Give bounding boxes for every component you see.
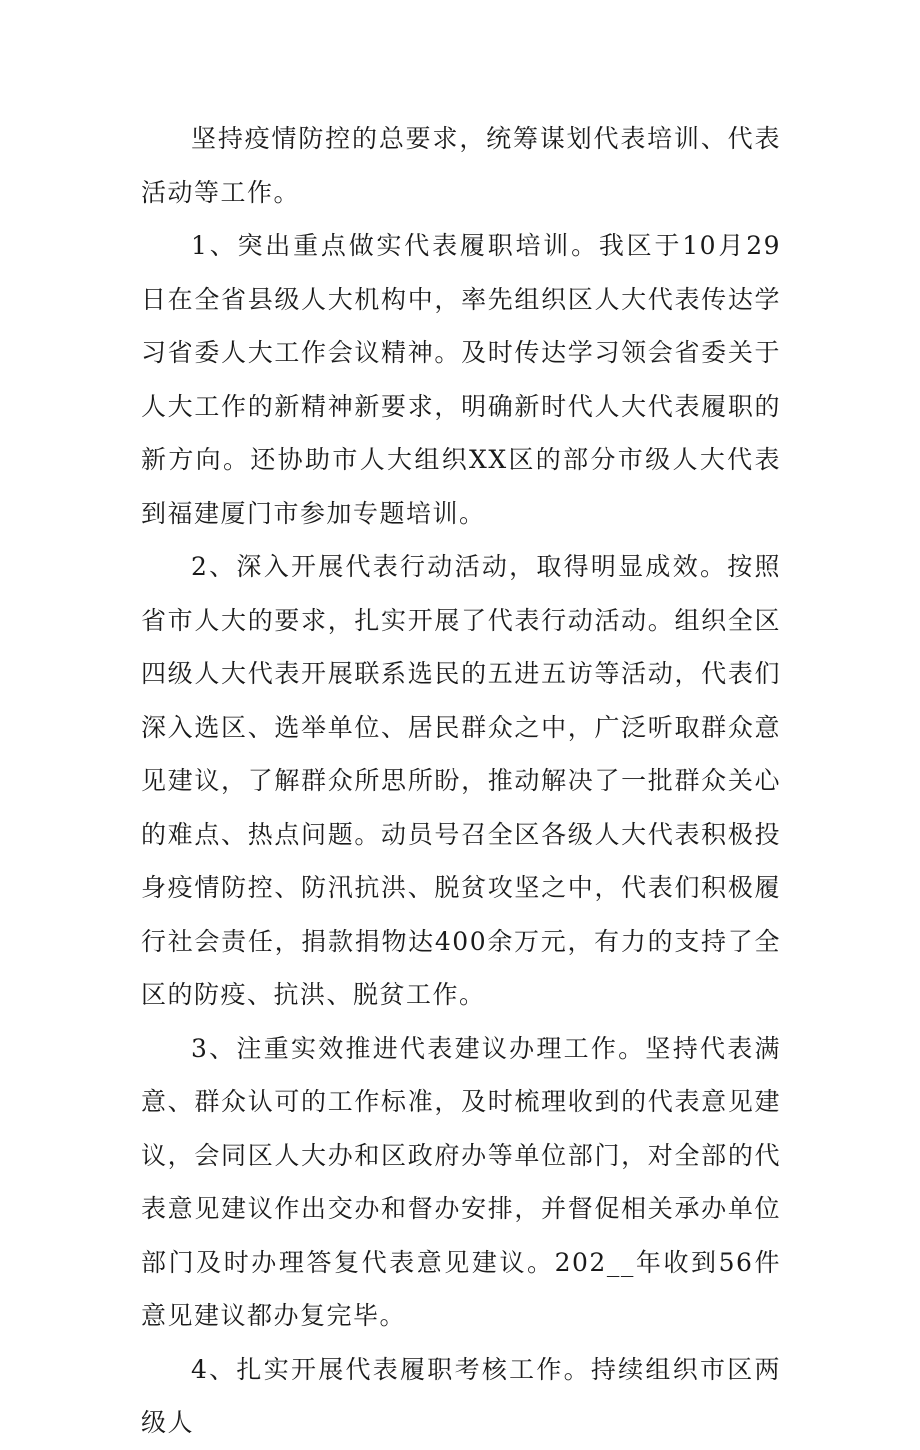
paragraph-item-1: 1、突出重点做实代表履职培训。我区于10月29日在全省县级人大机构中，率先组织区人大代表传达学习省委人大工作会议精神。及时传达学习领会省委关于人大工作的新精神新要求，明确新时代人大代表履职的新方向。还协助市人大组织XX区的部分市级人大代表到福建厦门市参加专题培训。 — [141, 231, 781, 528]
paragraph-item-3: 3、注重实效推进代表建议办理工作。坚持代表满意、群众认可的工作标准，及时梳理收到的代表意见建议，会同区人大办和区政府办等单位部门，对全部的代表意见建议作出交办和督办安排，并督促相关承办单位部门及时办理答复代表意见建议。202__年收到56件意见建议都办复完毕。 — [141, 1033, 781, 1330]
paragraph-intro: 坚持疫情防控的总要求，统筹谋划代表培训、代表活动等工作。 — [141, 124, 781, 207]
paragraph-item-4: 4、扎实开展代表履职考核工作。持续组织市区两级人 — [141, 1354, 781, 1437]
paragraph-item-2: 2、深入开展代表行动活动，取得明显成效。按照省市人大的要求，扎实开展了代表行动活动。组织全区四级人大代表开展联系选民的五进五访等活动，代表们深入选区、选举单位、居民群众之中，广泛听取群众意见建议，了解群众所思所盼，推动解决了一批群众关心的难点、热点问题。动员号召全区各级人大代表积极投身疫情防控、防汛抗洪、脱贫攻坚之中，代表们积极履行社会责任，捐款捐物达400余万元，有力的支持了全区的防疫、抗洪、脱贫工作。 — [141, 552, 781, 1009]
document-body — [141, 112, 781, 1450]
